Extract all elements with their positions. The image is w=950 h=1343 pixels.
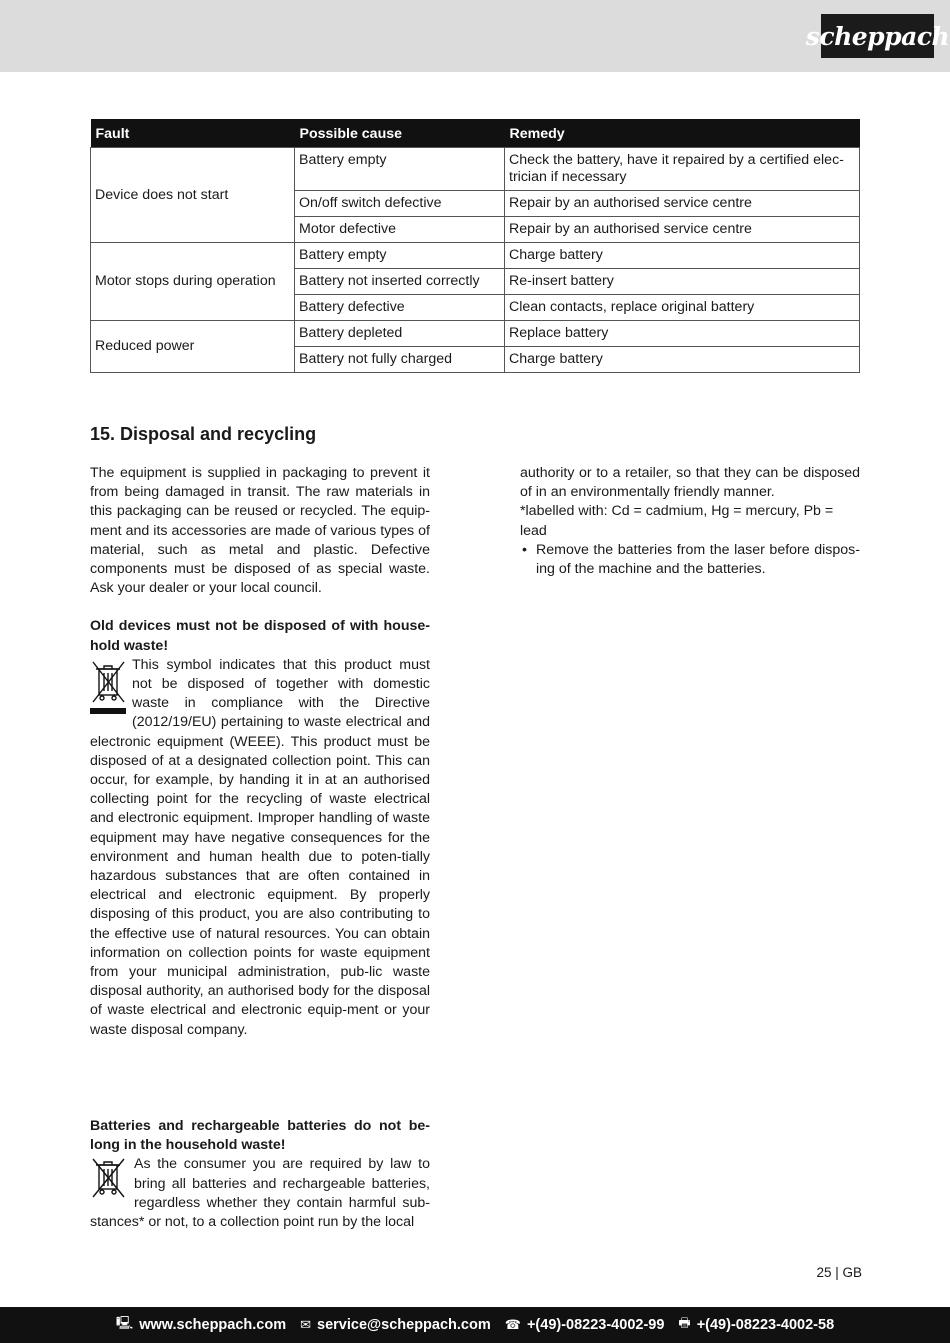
remedy-cell: Check the battery, have it repaired by a certified elec- trician if necessary — [505, 148, 860, 191]
battery-text: As the consumer you are required by law to bring all batteries and rechargeable batteries, regardless whether they contain harmful sub-stances* or not, to a collection point run by the local — [90, 1156, 430, 1230]
troubleshooting-table — [90, 119, 860, 373]
phone-icon: ☎ — [504, 1317, 521, 1332]
mail-icon: ✉ — [300, 1317, 312, 1332]
fault-cell: Reduced power — [91, 321, 295, 373]
footer-bar — [0, 1307, 950, 1343]
cause-cell: Battery not inserted correctly — [295, 269, 505, 295]
scheppach-logo — [805, 14, 950, 58]
right-paragraph: authority or to a retailer, so that they can be disposed of in an environmentally friendly manner. — [520, 465, 860, 501]
header-cause: Possible cause — [295, 119, 505, 148]
header-fault: Fault — [91, 119, 295, 148]
cause-cell: Battery defective — [295, 295, 505, 321]
phone-text: +(49)-08223-4002-99 — [526, 1317, 665, 1333]
remedy-cell: Clean contacts, replace original battery — [505, 295, 860, 321]
cause-cell: Battery empty — [295, 243, 505, 269]
cause-cell: Battery depleted — [295, 321, 505, 347]
intro-paragraph: The equipment is supplied in packaging to prevent it from being damaged in transit. The raw materials in this packaging can be reused or recycled. The equip-ment and its accessories are made of various types of material, such as metal and plastic. Defective components must be disposed of as special waste. Ask your dealer or your local council. — [90, 465, 430, 597]
footer-email[interactable] — [300, 1317, 491, 1333]
cause-cell: Motor defective — [295, 217, 505, 243]
bullet-list — [520, 541, 860, 579]
left-column — [90, 464, 430, 1232]
remedy-cell: Charge battery — [505, 243, 860, 269]
remedy-cell: Repair by an authorised service centre — [505, 191, 860, 217]
weee-text: This symbol indicates that this product must not be disposed of together with domestic waste in compliance with the Directive (2012/19/EU) pertaining to waste electrical and electronic equipment (WEEE). This product must be disposed of at a designated collection point. This can occur, for example, by handing it in at an authorised collecting point for the recycling of waste electrical and electronic equipment. Improper handling of waste equipment may have negative consequences for the environment and human health due to poten-tially hazardous substances that are often contained in electrical and electronic equipment. By properly disposing of this product, you are also contributing to the effective use of natural resources. You can obtain information on collection points for waste equipment from your municipal administration, pub-lic waste disposal authority, an authorised body for the disposal of waste electrical and electronic equip-ment or your waste disposal company. — [90, 656, 430, 1038]
email-text: service@scheppach.com — [317, 1317, 491, 1333]
battery-bin-icon — [90, 1157, 128, 1199]
table-header-row — [91, 119, 860, 148]
fax-icon: 🖶 — [678, 1315, 691, 1330]
footer-website[interactable] — [116, 1314, 286, 1336]
crossed-bin-icon — [90, 659, 128, 721]
table-row — [91, 148, 860, 191]
battery-heading: Batteries and rechargeable batteries do not be-long in the household waste! — [90, 1117, 430, 1154]
fault-cell: Device does not start — [91, 148, 295, 243]
remedy-cell: Re-insert battery — [505, 269, 860, 295]
website-text: www.scheppach.com — [139, 1317, 287, 1333]
weee-heading: Old devices must not be disposed of with house-hold waste! — [90, 618, 430, 654]
cause-cell: Battery not fully charged — [295, 347, 505, 373]
fault-cell: Motor stops during operation — [91, 243, 295, 321]
footnote: *labelled with: Cd = cadmium, Hg = mercury, Pb = lead — [520, 503, 834, 539]
remedy-cell: Repair by an authorised service centre — [505, 217, 860, 243]
remedy-cell: Charge battery — [505, 347, 860, 373]
logo-text: scheppach — [805, 21, 950, 51]
computer-icon: 🖳 — [115, 1315, 134, 1330]
footer-phone — [505, 1317, 665, 1333]
footer-fax — [678, 1314, 834, 1336]
table-row — [91, 321, 860, 347]
cause-cell: On/off switch defective — [295, 191, 505, 217]
right-column — [520, 464, 860, 579]
section-title: 15. Disposal and recycling — [90, 424, 317, 444]
list-item: • Remove the batteries from the laser before dispos-ing of the machine and the batteries. — [536, 541, 860, 579]
table-row — [91, 243, 860, 269]
remedy-cell: Replace battery — [505, 321, 860, 347]
cause-cell: Battery empty — [295, 148, 505, 191]
fax-text: +(49)-08223-4002-58 — [696, 1317, 835, 1333]
page-number: 25 | GB — [816, 1265, 862, 1280]
header-remedy: Remedy — [505, 119, 860, 148]
